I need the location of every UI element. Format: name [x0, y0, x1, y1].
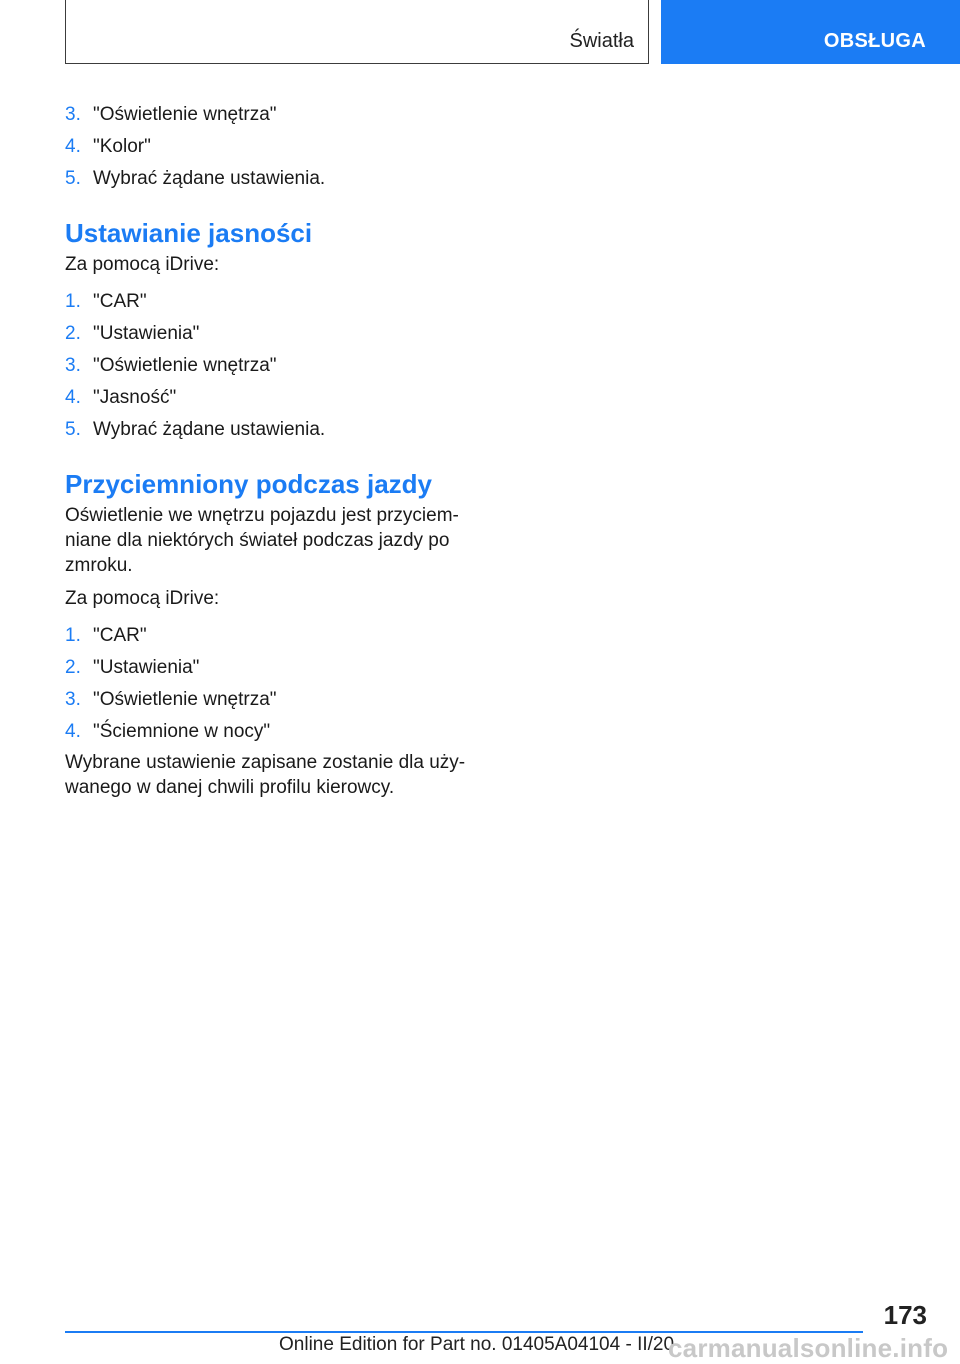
step-text: "Ustawienia"	[93, 657, 200, 678]
step-number: 3.	[65, 689, 81, 710]
list-item	[65, 624, 475, 648]
step-number: 1.	[65, 291, 81, 312]
step-text: Wybrać żądane ustawienia.	[93, 419, 326, 440]
step-number: 4.	[65, 136, 81, 157]
step-number: 5.	[65, 419, 81, 440]
list-item	[65, 720, 475, 744]
list-item	[65, 103, 475, 127]
list-item	[65, 354, 475, 378]
page-number: 173	[883, 1300, 927, 1330]
step-number: 4.	[65, 721, 81, 742]
intro-dimmed: Za pomocą iDrive:	[65, 588, 220, 609]
step-text: "CAR"	[93, 625, 147, 646]
step-number: 4.	[65, 387, 81, 408]
edition-text: Online Edition for Part no. 01405A04104 - II/20	[279, 1334, 675, 1355]
list-item	[65, 290, 475, 314]
step-text: "Oświetlenie wnętrza"	[93, 104, 277, 125]
list-item	[65, 135, 475, 159]
list-item	[65, 167, 475, 191]
step-number: 2.	[65, 323, 81, 344]
step-text: "Ściemnione w nocy"	[93, 721, 271, 742]
steps-list-dimmed	[65, 624, 475, 744]
list-item	[65, 386, 475, 410]
chapter-title: OBSŁUGA	[823, 30, 926, 52]
section-title: Światła	[569, 30, 634, 52]
step-number: 5.	[65, 168, 81, 189]
heading-brightness: Ustawianie jasności	[65, 218, 313, 248]
note-dimmed: Wybrane ustawienie zapisane zostanie dla uży-wanego w danej chwili profilu kierowcy.	[65, 752, 466, 798]
watermark: carmanualsonline.info	[668, 1333, 949, 1363]
step-text: Wybrać żądane ustawienia.	[93, 168, 326, 189]
steps-list-brightness	[65, 290, 475, 442]
header-section-box	[65, 0, 649, 64]
step-text: "CAR"	[93, 291, 147, 312]
steps-list-color	[65, 103, 475, 191]
step-text: "Ustawienia"	[93, 323, 200, 344]
page-content	[65, 103, 475, 800]
step-number: 3.	[65, 355, 81, 376]
intro-brightness: Za pomocą iDrive:	[65, 254, 220, 275]
header-chapter-tab	[661, 0, 960, 64]
step-number: 2.	[65, 657, 81, 678]
heading-dimmed: Przyciemniony podczas jazdy	[65, 469, 433, 499]
step-text: "Oświetlenie wnętrza"	[93, 355, 277, 376]
step-text: "Kolor"	[93, 136, 151, 157]
paragraph-dimmed: Oświetlenie we wnętrzu pojazdu jest przyciem-niane dla niektórych świateł podczas jazdy po zmroku.	[65, 505, 459, 576]
step-text: "Jasność"	[93, 387, 177, 408]
step-number: 3.	[65, 104, 81, 125]
list-item	[65, 418, 475, 442]
list-item	[65, 688, 475, 712]
step-text: "Oświetlenie wnętrza"	[93, 689, 277, 710]
list-item	[65, 322, 475, 346]
list-item	[65, 656, 475, 680]
step-number: 1.	[65, 625, 81, 646]
